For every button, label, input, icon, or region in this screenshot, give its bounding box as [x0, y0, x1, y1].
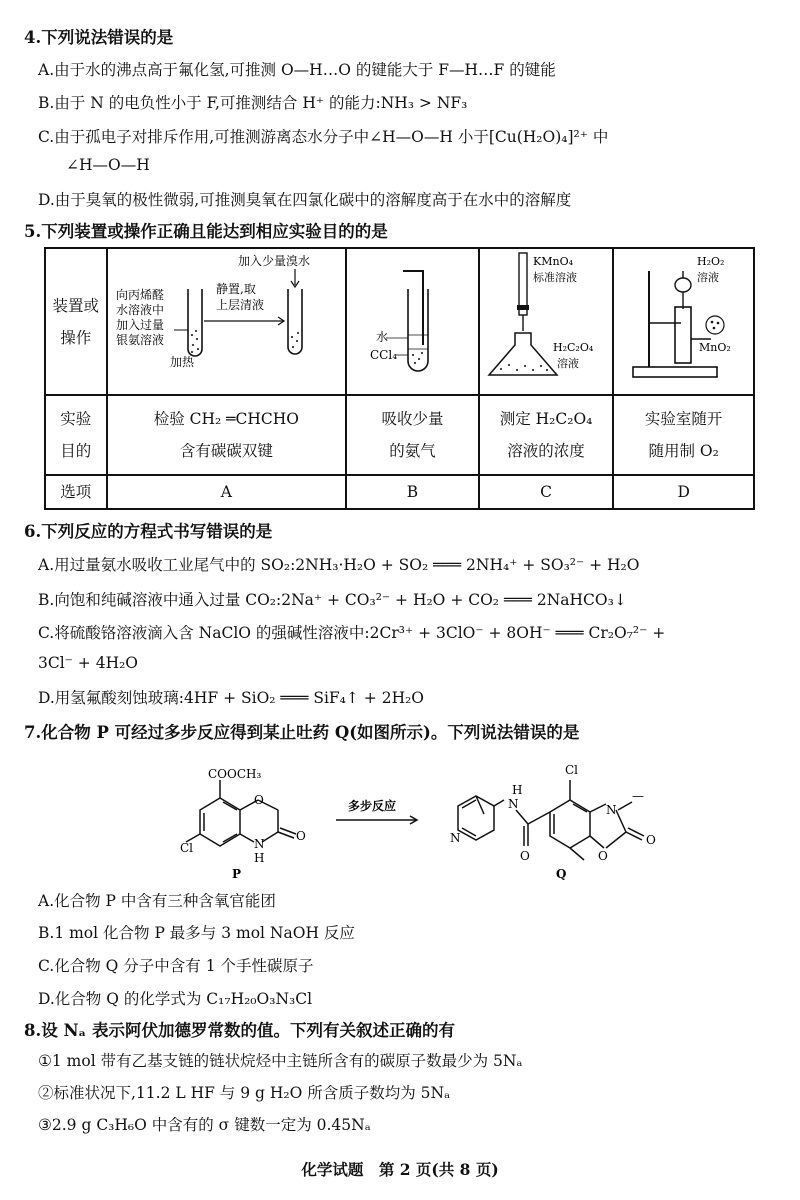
option-c: C	[479, 475, 614, 509]
a-top-label: 加入少量溴水	[238, 254, 311, 268]
a-left-1: 向丙烯醛	[116, 288, 165, 302]
q8-item-2: ②标准状况下,11.2 L HF 与 9 g H₂O 所含质子数均为 5Nₐ	[38, 1084, 451, 1102]
p-cooch3: COOCH₃	[208, 767, 262, 781]
a-heat-label: 加热	[170, 355, 195, 369]
q6-option-c-cont: 3Cl⁻ + 4H₂O	[38, 654, 139, 672]
purpose-c-2: 溶液的浓度	[507, 442, 585, 460]
purpose-a	[107, 395, 347, 475]
q8-stem: 8.设 Nₐ 表示阿伏加德罗常数的值。下列有关叙述正确的有	[24, 1021, 455, 1040]
q4-option-c-cont: ∠H—O—H	[66, 156, 150, 174]
q-methyl: —	[632, 789, 644, 803]
q6-option-c: C.将硫酸铬溶液滴入含 NaClO 的强碱性溶液中:2Cr³⁺ + 3ClO⁻ + 8OH⁻ ═══ Cr₂O₇²⁻ +	[38, 624, 666, 642]
q6-option-b: B.向饱和纯碱溶液中通入过量 CO₂:2Na⁺ + CO₃²⁻ + H₂O + CO₂ ═══ 2NaHCO₃↓	[38, 591, 627, 609]
row-label-purpose-1: 实验	[60, 410, 92, 428]
option-b: B	[346, 475, 479, 509]
q7-stem: 7.化合物 P 可经过多步反应得到某止吐药 Q(如图所示)。下列说法错误的是	[24, 723, 580, 742]
p-carbonyl-o: O	[296, 829, 306, 843]
b-ccl4-label: CCl₄	[369, 348, 397, 362]
c-h2c2o4-label: H₂C₂O₄	[552, 341, 593, 354]
apparatus-a	[107, 248, 347, 395]
q4-option-c: C.由于孤电子对排斥作用,可推测游离态水分子中∠H—O—H 小于[Cu(H₂O)₄]²⁺ 中	[38, 128, 609, 146]
purpose-d-2: 随用制 O₂	[648, 442, 719, 460]
row-label-device	[45, 248, 107, 395]
q4-stem: 4.下列说法错误的是	[24, 28, 174, 47]
apparatus-c-diagram	[481, 249, 612, 390]
a-arrow-label-1: 静置,取	[216, 282, 257, 296]
q-nh: N	[508, 797, 519, 811]
p-label: P	[232, 867, 242, 881]
c-sol-label: 溶液	[556, 357, 579, 370]
p-n: N	[254, 837, 265, 851]
purpose-b	[346, 395, 479, 475]
purpose-d	[613, 395, 754, 475]
reaction-arrow-label: 多步反应	[348, 799, 397, 813]
row-label-purpose	[45, 395, 107, 475]
experiment-table	[44, 247, 755, 510]
q7-option-a: A.化合物 P 中含有三种含氧官能团	[38, 892, 276, 910]
a-arrow-label-2: 上层清液	[216, 298, 265, 312]
page-footer: 化学试题 第 2 页(共 8 页)	[301, 1160, 499, 1179]
q6-option-d: D.用氢氟酸刻蚀玻璃:4HF + SiO₂ ═══ SiF₄↑ + 2H₂O	[38, 689, 425, 707]
p-h: H	[254, 851, 265, 865]
purpose-d-1: 实验室随开	[644, 410, 723, 428]
q8-item-3: ③2.9 g C₃H₆O 中含有的 σ 键数一定为 0.45Nₐ	[38, 1116, 371, 1134]
d-mno2-label: MnO₂	[699, 341, 731, 354]
q-ring-o: O	[598, 849, 608, 863]
q-label: Q	[556, 867, 567, 881]
apparatus-b	[346, 248, 479, 395]
a-left-2: 水溶液中	[116, 303, 165, 317]
compound-q-structure	[458, 780, 644, 860]
q6-option-a: A.用过量氨水吸收工业尾气中的 SO₂:2NH₃·H₂O + SO₂ ═══ 2NH₄⁺ + SO₃²⁻ + H₂O	[38, 556, 640, 574]
d-h2o2-label: H₂O₂	[697, 255, 725, 268]
apparatus-a-diagram	[108, 249, 344, 390]
q4-option-d: D.由于臭氧的极性微弱,可推测臭氧在四氯化碳中的溶解度高于在水中的溶解度	[38, 191, 572, 209]
a-left-4: 银氨溶液	[116, 333, 165, 347]
q4-option-b: B.由于 N 的电负性小于 F,可推测结合 H⁺ 的能力:NH₃ > NF₃	[38, 94, 468, 112]
row-label-purpose-2: 目的	[60, 442, 92, 460]
q-cl: Cl	[565, 763, 579, 777]
apparatus-b-diagram	[348, 249, 477, 390]
q7-option-c: C.化合物 Q 分子中含有 1 个手性碳原子	[38, 957, 314, 975]
reaction-scheme	[180, 748, 656, 881]
row-label-option: 选项	[45, 475, 107, 509]
apparatus-d	[613, 248, 754, 395]
d-sol-label: 溶液	[697, 271, 720, 284]
a-liquid-dots-2	[291, 332, 299, 348]
q7-option-d: D.化合物 Q 的化学式为 C₁₇H₂₀O₃N₃Cl	[38, 990, 313, 1008]
b-water-label: 水	[375, 330, 388, 344]
purpose-a-1: 检验 CH₂ ═CHCHO	[153, 410, 299, 428]
q4-option-a: A.由于水的沸点高于氟化氢,可推测 O—H…O 的键能大于 F—H…F 的键能	[38, 61, 556, 79]
q-n-ring: N	[450, 831, 461, 845]
q8-item-1: ①1 mol 带有乙基支链的链状烷烃中主链所含有的碳原子数最少为 5Nₐ	[38, 1052, 523, 1070]
c-kmno4-label: KMnO₄	[532, 255, 573, 268]
p-cl: Cl	[180, 841, 194, 855]
a-test-tube-2	[288, 289, 302, 354]
row-label-device-1: 装置或	[52, 296, 100, 315]
apparatus-d-diagram	[615, 249, 752, 390]
q-carbonyl-o: O	[646, 833, 656, 847]
purpose-c-1: 测定 H₂C₂O₄	[499, 410, 593, 428]
row-label-device-2: 操作	[60, 328, 92, 347]
q-n-amide: N	[606, 803, 617, 817]
a-left-3: 加入过量	[116, 318, 165, 332]
q5-stem: 5.下列装置或操作正确且能达到相应实验目的的是	[24, 222, 388, 241]
q6-stem: 6.下列反应的方程式书写错误的是	[24, 522, 273, 541]
q-amide-o: O	[520, 849, 530, 863]
purpose-b-1: 吸收少量	[381, 410, 444, 428]
purpose-a-2: 含有碳碳双键	[179, 442, 273, 460]
p-o: O	[254, 793, 264, 807]
compound-p-structure	[186, 780, 296, 846]
q-nh-h: H	[512, 783, 523, 797]
b-test-tube	[408, 289, 428, 371]
q7-option-b: B.1 mol 化合物 P 最多与 3 mol NaOH 反应	[38, 924, 355, 942]
c-std-label: 标准溶液	[532, 271, 577, 284]
d-tube	[675, 307, 691, 363]
a-liquid-dots-1	[191, 330, 199, 353]
c-flask	[489, 333, 557, 375]
d-stand-base	[633, 367, 717, 377]
a-test-tube-1	[188, 289, 202, 356]
option-a: A	[107, 475, 347, 509]
option-d: D	[613, 475, 754, 509]
purpose-c	[479, 395, 614, 475]
apparatus-c	[479, 248, 614, 395]
d-funnel	[675, 278, 691, 292]
purpose-b-2: 的氨气	[389, 442, 436, 460]
